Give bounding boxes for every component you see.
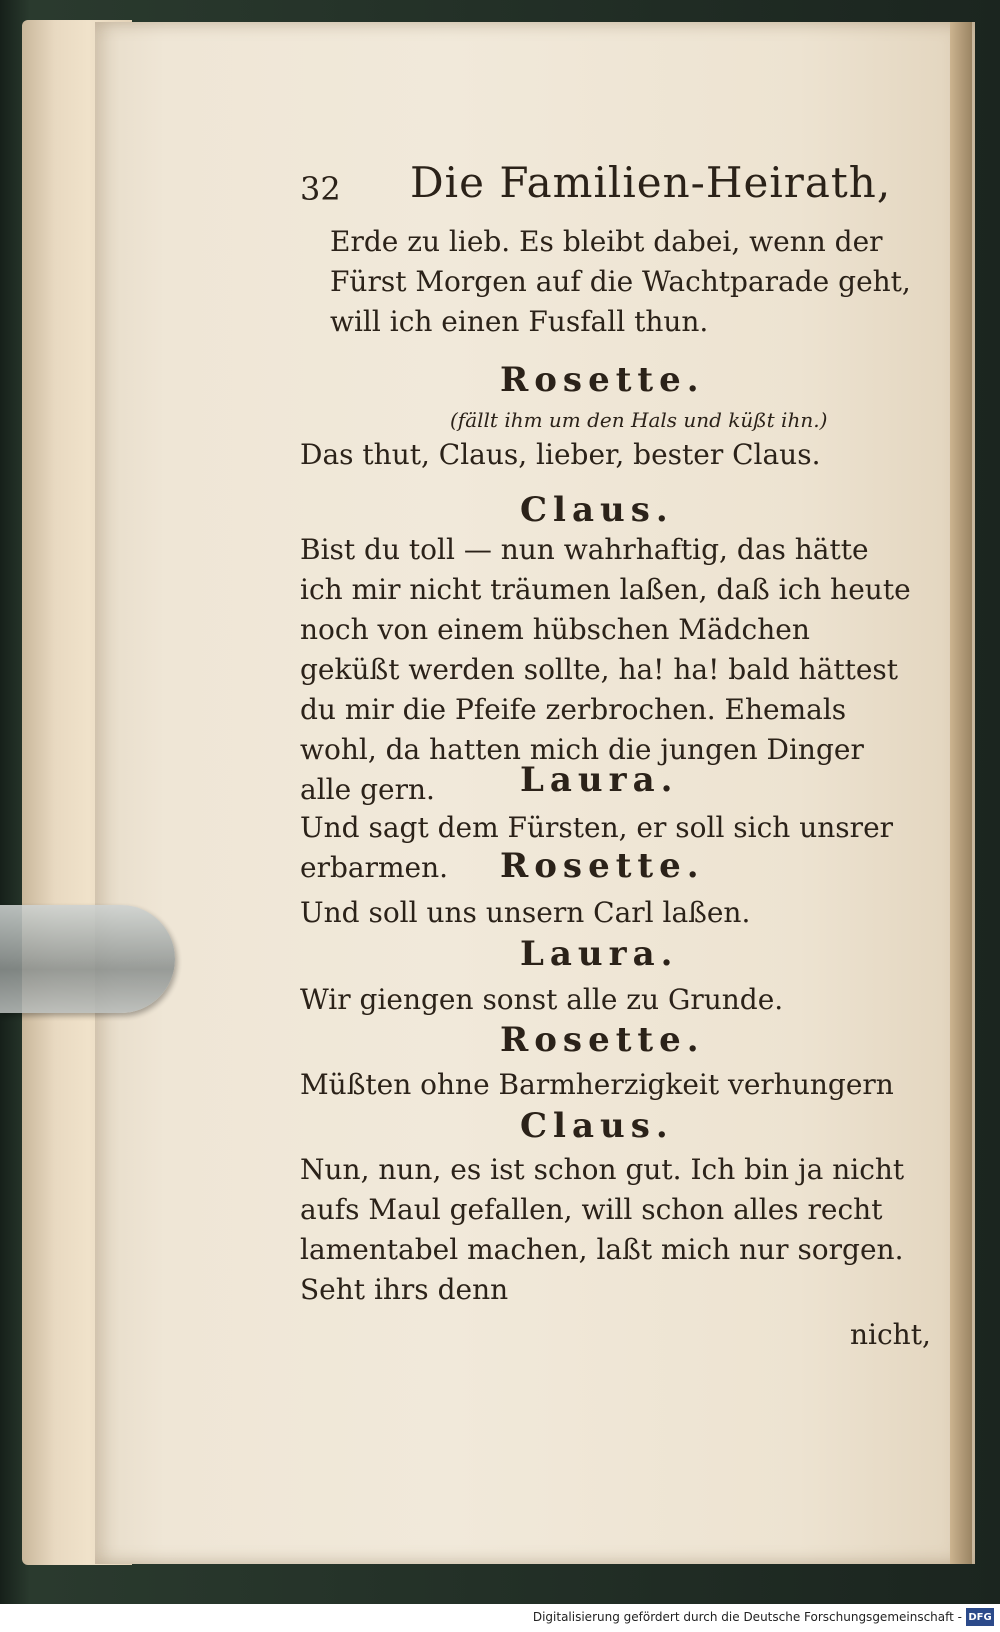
running-title: Die Familien-Heirath, xyxy=(410,158,892,207)
paragraph: Nun, nun, es ist schon gut. Ich bin ja nicht aufs Maul gefallen, will schon alles recht lamentabel machen, laßt mich nur sorgen. Seht ihrs denn xyxy=(300,1153,905,1306)
paragraph: Erde zu lieb. Es bleibt dabei, wenn der Fürst Morgen auf die Wachtparade geht, will ich einen Fusfall thun. xyxy=(330,225,911,338)
speaker-name: Rosette. xyxy=(500,846,705,886)
page-edge xyxy=(950,22,972,1564)
speaker-name: Claus. xyxy=(520,1106,674,1146)
paragraph: Das thut, Claus, lieber, bester Claus. xyxy=(300,438,821,471)
speaker-name: Claus. xyxy=(520,490,674,530)
paragraph: Müßten ohne Barmherzigkeit verhungern xyxy=(300,1068,894,1101)
page-number: 32 xyxy=(300,170,341,208)
page-clip xyxy=(0,905,175,1013)
paragraph: Und soll uns unsern Carl laßen. xyxy=(300,896,751,929)
paragraph: Und sagt dem Fürsten, er soll sich unsrer erbarmen. xyxy=(300,811,894,884)
paragraph: Bist du toll — nun wahrhaftig, das hätte ich mir nicht träumen laßen, daß ich heute noch von einem hübschen Mädchen geküßt werden sollte, ha! ha! bald hättest du mir die Pfeife zerbrochen. Ehemals wohl, da hatten mich die jungen Dinger alle gern. xyxy=(300,533,911,806)
dfg-logo-icon: DFG xyxy=(966,1608,994,1626)
footer-bar xyxy=(0,1604,1000,1632)
speaker-name: Rosette. xyxy=(500,1020,705,1060)
stage-direction: (fällt ihm um den Hals und küßt ihn.) xyxy=(450,408,828,432)
speaker-name: Laura. xyxy=(520,760,679,800)
speaker-name: Laura. xyxy=(520,934,679,974)
speaker-name: Rosette. xyxy=(500,360,705,400)
catchword: nicht, xyxy=(850,1318,931,1351)
paragraph: Wir giengen sonst alle zu Grunde. xyxy=(300,983,784,1016)
funding-notice: Digitalisierung gefördert durch die Deutsche Forschungsgemeinschaft - xyxy=(532,1610,962,1624)
